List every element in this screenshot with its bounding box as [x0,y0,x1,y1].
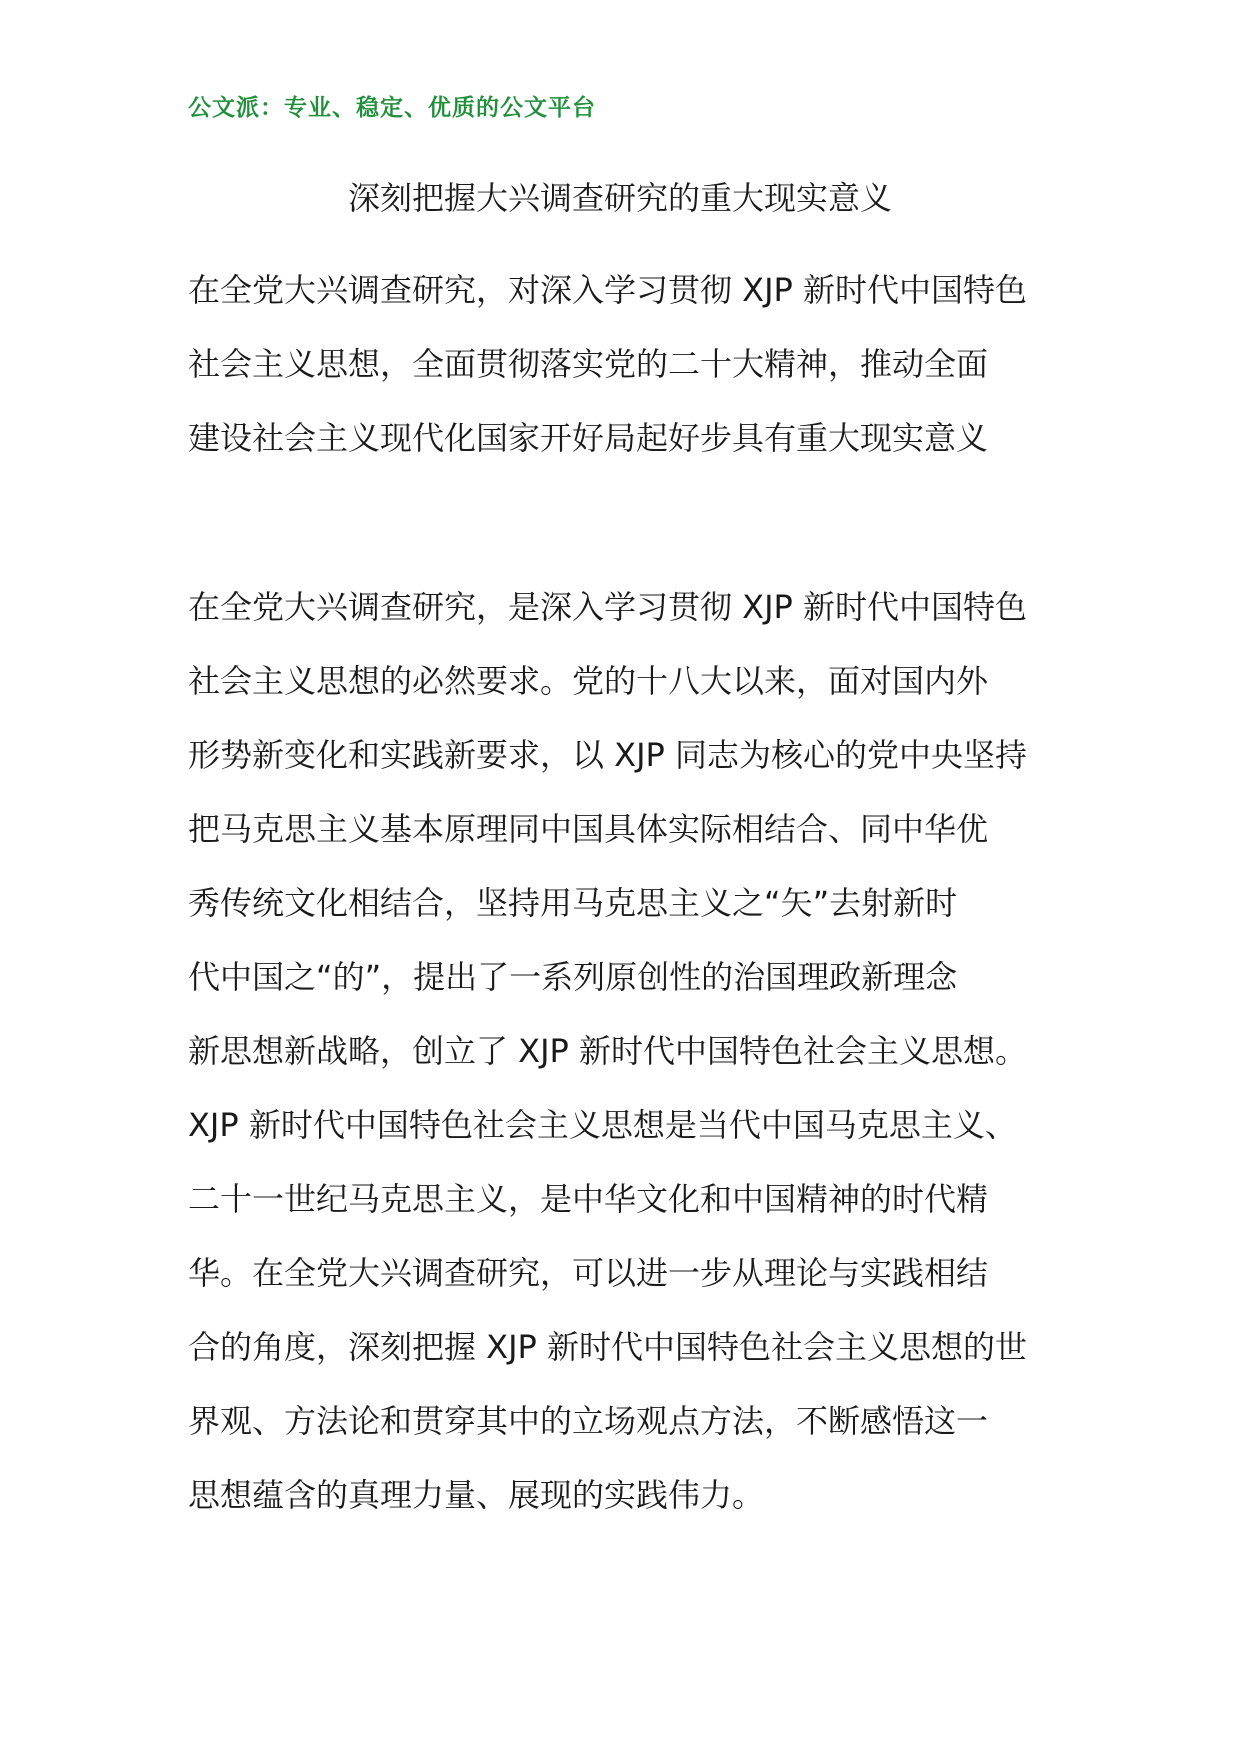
paragraph-line: 社会主义思想，全面贯彻落实党的二十大精神，推动全面 [188,345,989,383]
paragraph-line: 把马克思主义基本原理同中国具体实际相结合、同中华优 [188,810,989,848]
paragraph-line: XJP 新时代中国特色社会主义思想是当代中国马克思主义、 [188,1106,1017,1144]
paragraph-line: 思想蕴含的真理力量、展现的实践伟力。 [188,1476,765,1514]
paragraph-line: 在全党大兴调查研究，对深入学习贯彻 XJP 新时代中国特色 [188,271,1028,309]
document-title: 深刻把握大兴调查研究的重大现实意义 [347,179,892,217]
paragraph-line: 新思想新战略，创立了 XJP 新时代中国特色社会主义思想。 [188,1032,1028,1070]
paragraph-line: 社会主义思想的必然要求。党的十八大以来，面对国内外 [188,662,989,700]
body-paragraph [188,570,1188,1532]
paragraph-line: 合的角度，深刻把握 XJP 新时代中国特色社会主义思想的世 [188,1328,1028,1366]
paragraph-line: 在全党大兴调查研究，是深入学习贯彻 XJP 新时代中国特色 [188,588,1028,626]
paragraph-line: 代中国之“的”，提出了一系列原创性的治国理政新理念 [188,958,958,996]
paragraph-line: 界观、方法论和贯穿其中的立场观点方法，不断感悟这一 [188,1402,989,1440]
paragraph-line: 秀传统文化相结合，坚持用马克思主义之“矢”去射新时 [188,884,958,922]
brand-slogan: 公文派：专业、稳定、优质的公文平台 [188,95,596,121]
body-paragraph [188,253,1188,475]
paragraph-line: 华。在全党大兴调查研究，可以进一步从理论与实践相结 [188,1254,989,1292]
paragraph-line: 形势新变化和实践新要求，以 XJP 同志为核心的党中央坚持 [188,736,1028,774]
paragraph-line: 建设社会主义现代化国家开好局起好步具有重大现实意义 [188,419,989,457]
paragraph-line: 二十一世纪马克思主义，是中华文化和中国精神的时代精 [188,1180,989,1218]
